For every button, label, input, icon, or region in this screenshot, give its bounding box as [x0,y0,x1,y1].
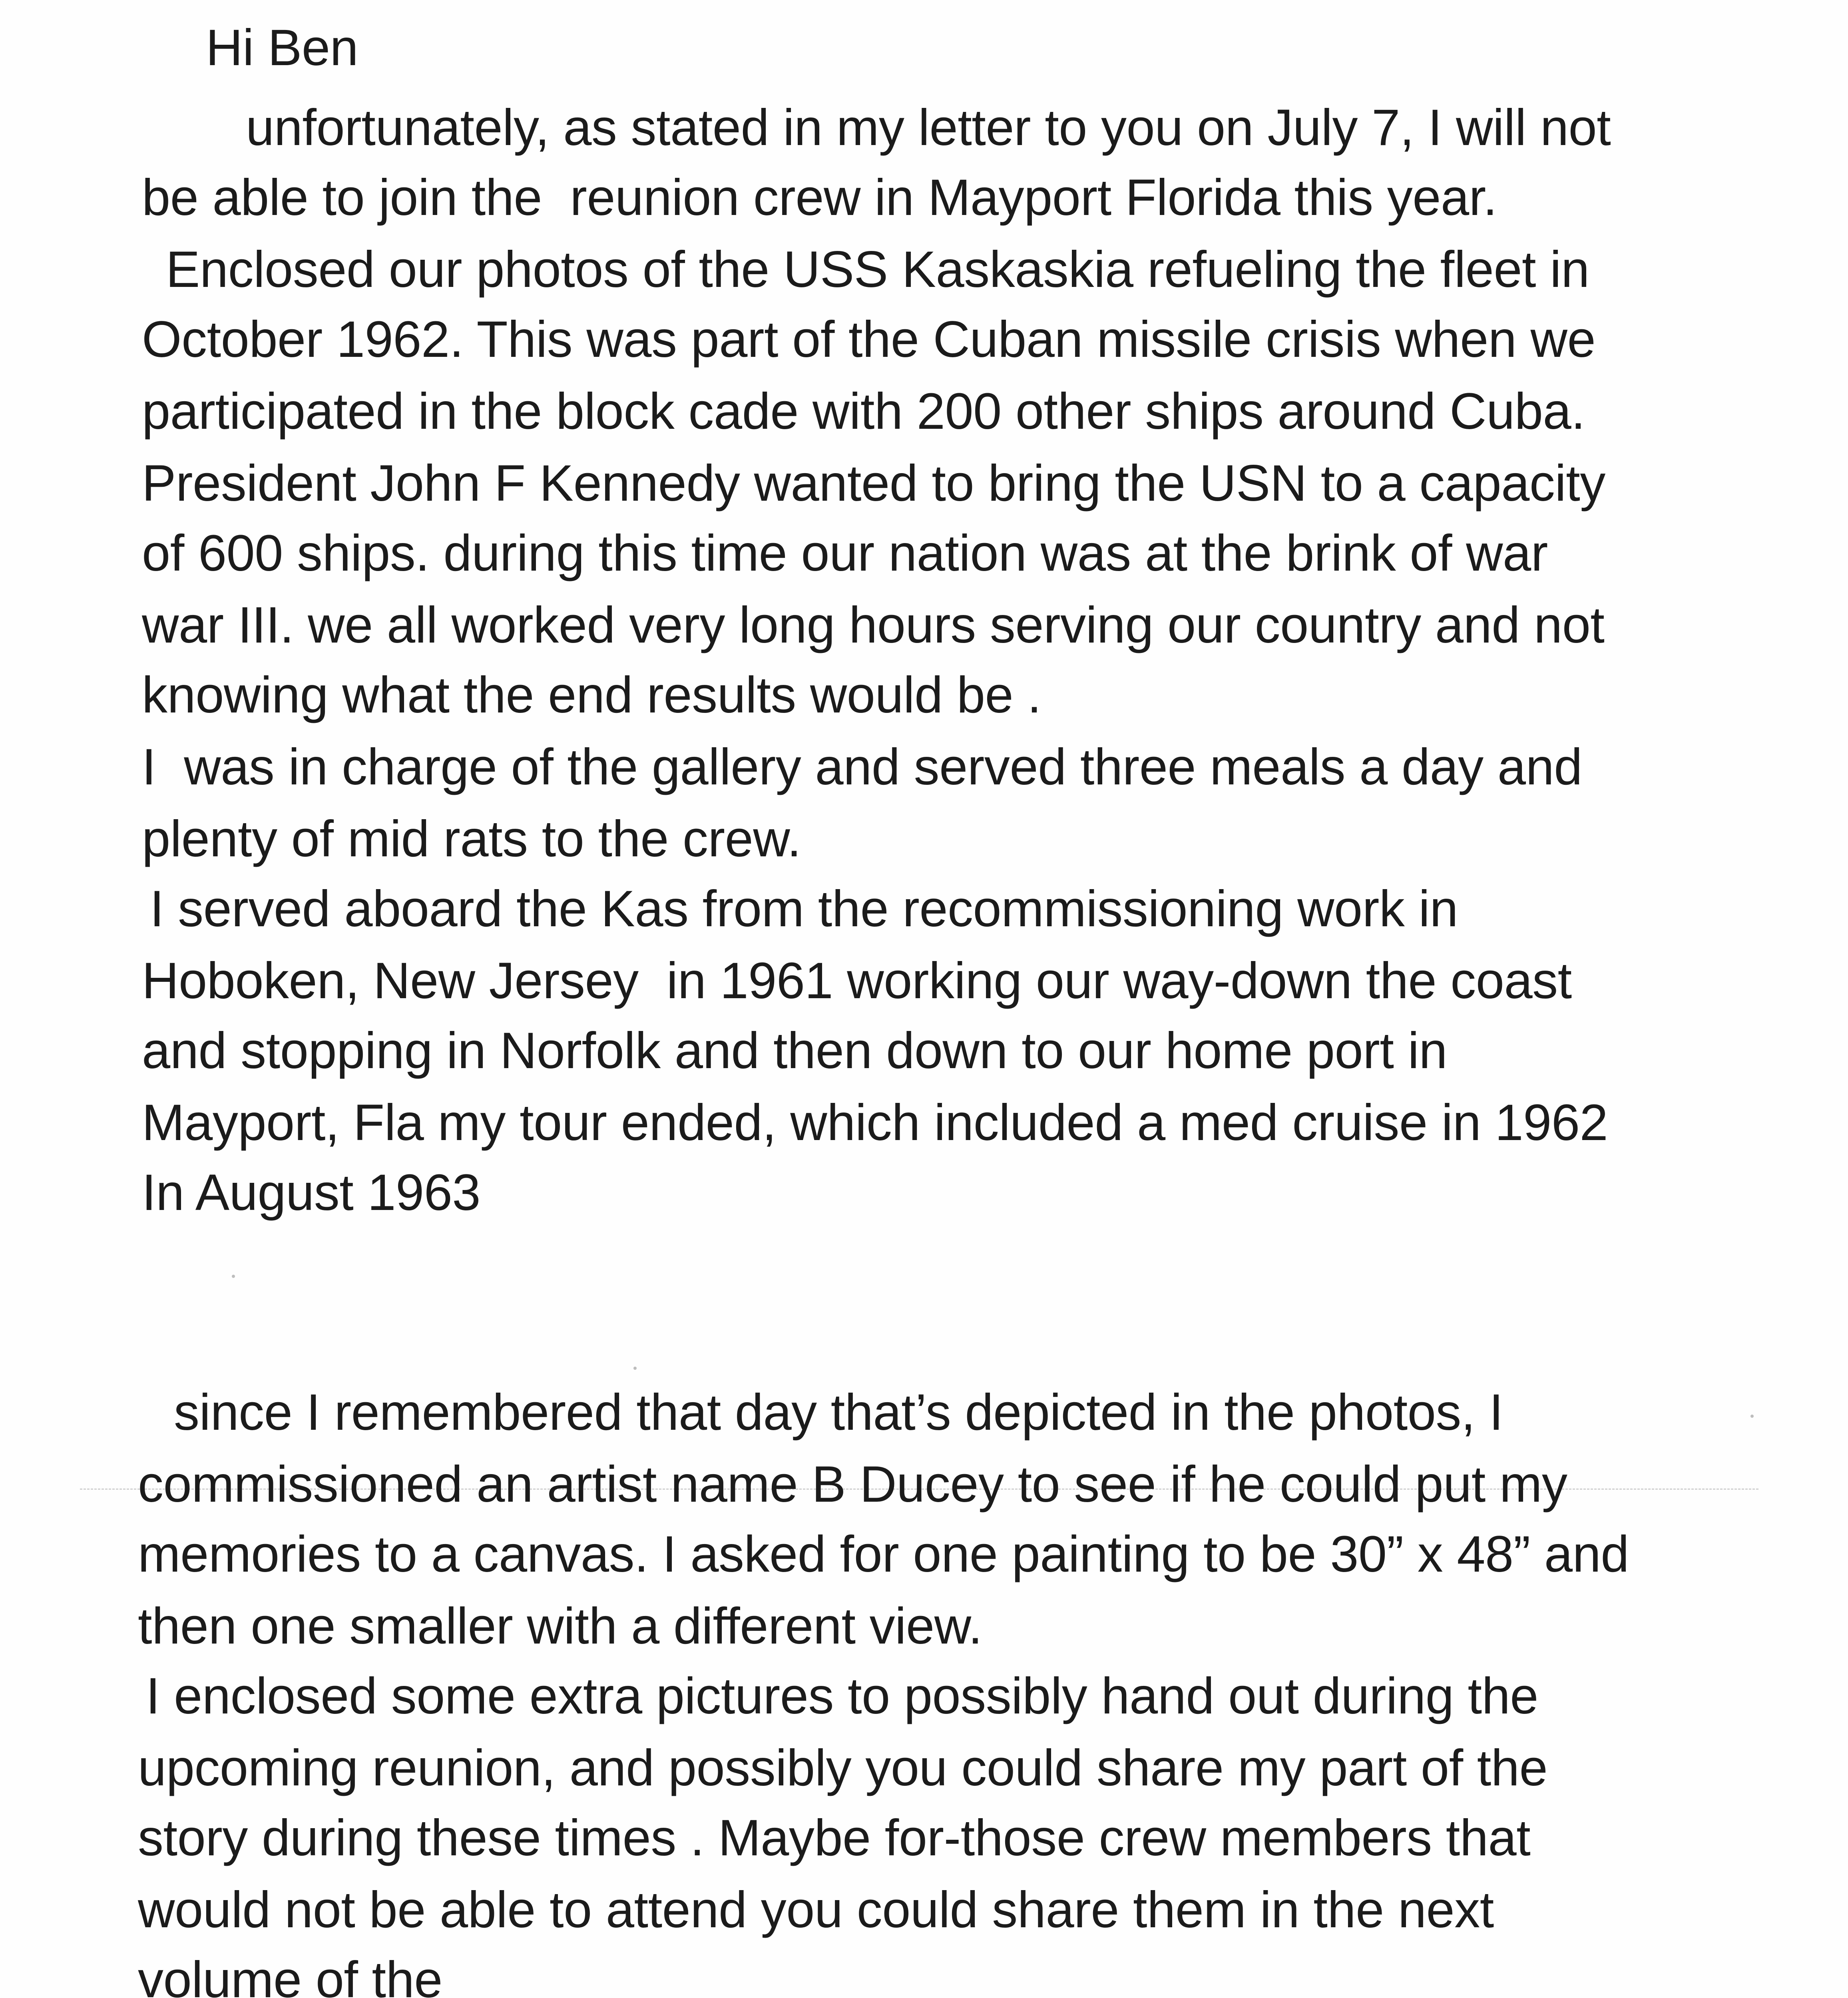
paragraph-4-line-1: I served aboard the Kas from the recommissioning work in [150,880,1458,937]
paragraph-6-line-1: I enclosed some extra pictures to possibly hand out during the [146,1668,1538,1725]
paragraph-3-line-2: plenty of mid rats to the crew. [142,810,801,868]
paragraph-2-line-5: of 600 ships. during this time our nation was at the brink of war [142,525,1548,582]
paragraph-4-line-5: In August 1963 [142,1164,481,1221]
paragraph-6-line-3: story during these times . Maybe for-those crew members that [138,1809,1531,1867]
paragraph-2-line-2: October 1962. This was part of the Cuban missile crisis when we [142,311,1596,368]
paragraph-2-line-3: participated in the block cade with 200 other ships around Cuba. [142,383,1585,440]
scan-speck [1750,1415,1754,1418]
paragraph-2-line-7: knowing what the end results would be . [142,667,1041,724]
paragraph-4-line-2: Hoboken, New Jersey in 1961 working our way-down the coast [142,952,1572,1009]
paragraph-6-line-5: volume of the [138,1951,442,1998]
paragraph-2-line-6: war III. we all worked very long hours serving our country and not [142,597,1605,654]
paragraph-6-line-2: upcoming reunion, and possibly you could share my part of the [138,1739,1548,1797]
paragraph-4-line-4: Mayport, Fla my tour ended, which included a med cruise in 1962 [142,1094,1608,1151]
paragraph-4-line-3: and stopping in Norfolk and then down to our home port in [142,1022,1448,1079]
paragraph-1-line-2: be able to join the reunion crew in Mayport Florida this year. [142,169,1497,226]
scan-speck [633,1367,637,1370]
paragraph-5-line-4: then one smaller with a different view. [138,1598,982,1655]
paragraph-5-line-1: since I remembered that day that’s depicted in the photos, I [174,1384,1503,1441]
paragraph-2-line-4: President John F Kennedy wanted to bring the USN to a capacity [142,455,1605,512]
paragraph-6-line-4: would not be able to attend you could share them in the next [138,1881,1494,1938]
greeting: Hi Ben [206,19,358,76]
paragraph-5-line-2: commissioned an artist name B Ducey to see if he could put my [138,1456,1567,1513]
paragraph-1-line-1: unfortunately, as stated in my letter to you on July 7, I will not [246,99,1611,156]
paragraph-3-line-1: I was in charge of the gallery and served three meals a day and [142,738,1582,796]
scan-speck [232,1275,235,1278]
paragraph-2-line-1: Enclosed our photos of the USS Kaskaskia refueling the fleet in [166,241,1589,298]
paragraph-5-line-3: memories to a canvas. I asked for one painting to be 30” x 48” and [138,1526,1629,1583]
